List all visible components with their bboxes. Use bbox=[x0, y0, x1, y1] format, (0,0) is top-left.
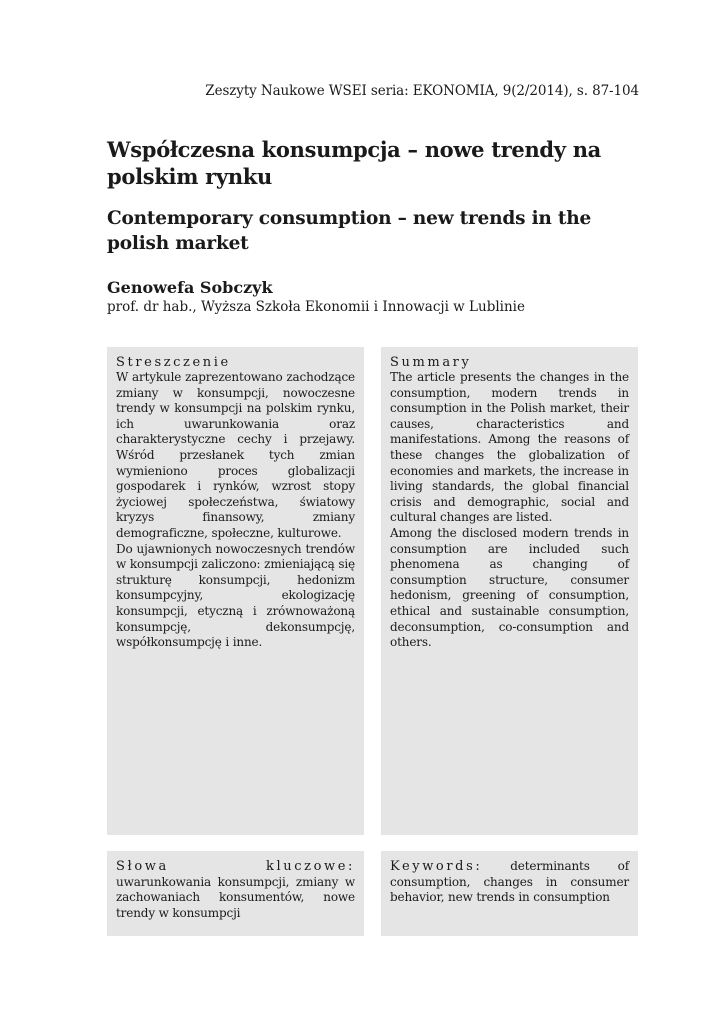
abstract-english-box bbox=[381, 347, 638, 835]
abstract-polish-paragraph-2: Do ujawnionych nowoczesnych trendów w konsumpcji zaliczono: zmieniającą się strukturę konsumpcji, hedonizm konsumpcyjny, ekologizację konsumpcji, etyczną i zrównoważoną konsumpcję, dekonsumpcję, współkonsumpcję i inne. bbox=[116, 541, 355, 650]
keywords-english-heading: Keywords: bbox=[390, 859, 483, 874]
article-title-english: Contemporary consumption – new trends in the polish market bbox=[107, 208, 592, 254]
abstract-polish-text bbox=[116, 370, 355, 651]
abstract-english-text bbox=[390, 370, 629, 651]
keywords-polish-heading: Słowa kluczowe: bbox=[116, 859, 355, 874]
abstract-english-paragraph-1: The article presents the changes in the consumption, modern trends in consumption in the Polish market, their causes, characteristics and manifestations. Among the reasons of these changes the globalization of economies and markets, the increase in living standards, the global financial crisis and demographic, social and cultural changes are listed. bbox=[390, 370, 629, 525]
abstract-polish-box bbox=[107, 347, 364, 835]
journal-header: Zeszyty Naukowe WSEI seria: EKONOMIA, 9(2/2014), s. 87-104 bbox=[205, 83, 639, 99]
article-title-polish: Współczesna konsumpcja – nowe trendy na polskim rynku bbox=[107, 137, 601, 189]
keywords-english-box bbox=[381, 851, 638, 936]
abstract-english-paragraph-2: Among the disclosed modern trends in consumption are included such phenomena as changing of consumption structure, consumer hedonism, greening of consumption, ethical and sustainable consumption, deconsumption, co-consumption and others. bbox=[390, 525, 629, 650]
keywords-english-text: determinants of consumption, changes in consumer behavior, new trends in consumption bbox=[390, 859, 629, 905]
author-affiliation: prof. dr hab., Wyższa Szkoła Ekonomii i Innowacji w Lublinie bbox=[107, 299, 525, 315]
keywords-polish-text: uwarunkowania konsumpcji, zmiany w zachowaniach konsumentów, nowe trendy w konsumpcji bbox=[116, 874, 355, 920]
abstract-polish-heading: Streszczenie bbox=[116, 355, 231, 370]
abstract-polish-paragraph-1: W artykule zaprezentowano zachodzące zmiany w konsumpcji, nowoczesne trendy w konsumpcji na polskim rynku, ich uwarunkowania oraz charakterystyczne cechy i przejawy. Wśród przesłanek tych zmian wymieniono proces globalizacji gospodarek i rynków, wzrost stopy życiowej społeczeństwa, światowy kryzys finansowy, zmiany demograficzne, społeczne, kulturowe. bbox=[116, 370, 355, 540]
keywords-polish-box bbox=[107, 851, 364, 936]
author-name: Genowefa Sobczyk bbox=[107, 278, 273, 297]
abstract-english-heading: Summary bbox=[390, 355, 472, 370]
